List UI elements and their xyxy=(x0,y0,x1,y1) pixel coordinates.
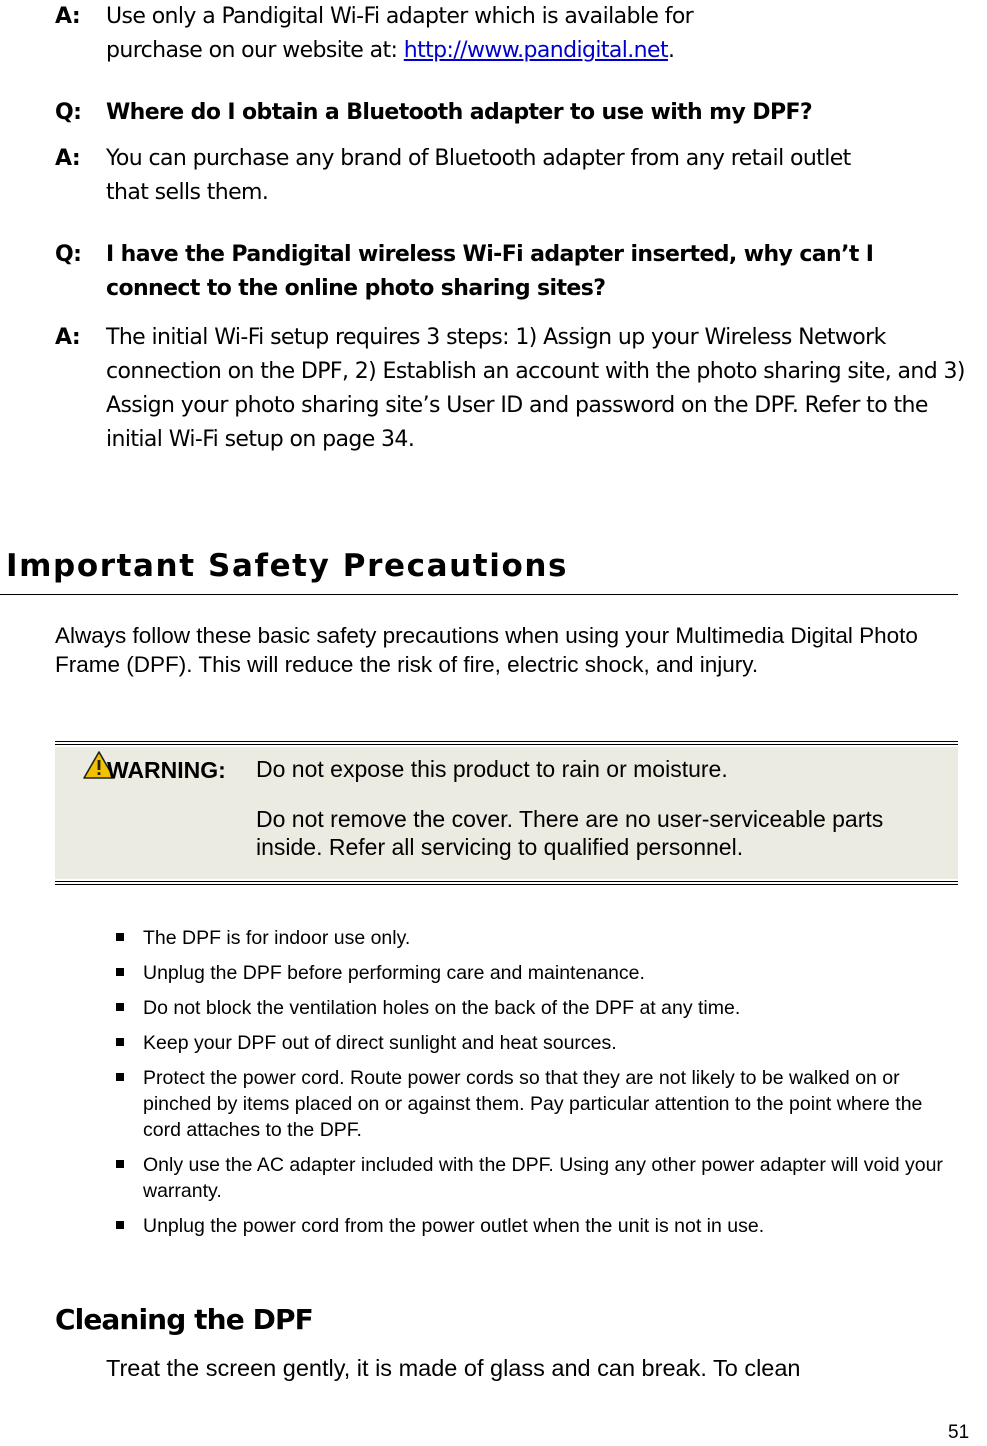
bullet-square-icon xyxy=(116,1073,124,1081)
warning-label: WARNING: xyxy=(107,757,226,783)
safety-bullet-list xyxy=(0,925,987,1248)
safety-intro: Always follow these basic safety precautions when using your Multimedia Digital Photo Frame (DPF). This will reduce the risk of fire, electric shock, and injury. xyxy=(55,623,918,677)
section-title: Important Safety Precautions xyxy=(6,548,569,584)
page-number: 51 xyxy=(948,1422,970,1443)
question-text: Where do I obtain a Bluetooth adapter to use with my DPF? xyxy=(106,100,813,125)
bullet-square-icon xyxy=(116,1221,124,1229)
bullet-square-icon xyxy=(116,1003,124,1011)
bullet-square-icon xyxy=(116,1038,124,1046)
list-item: Do not block the ventilation holes on the back of the DPF at any time. xyxy=(0,995,943,1021)
list-item: The DPF is for indoor use only. xyxy=(0,925,943,951)
bullet-square-icon xyxy=(116,968,124,976)
answer-label: A: xyxy=(55,146,81,171)
answer-label: A: xyxy=(55,325,81,350)
list-item: Unplug the power cord from the power outlet when the unit is not in use. xyxy=(0,1213,943,1239)
warning-top-border xyxy=(55,741,958,745)
warning-bottom-border xyxy=(55,881,958,885)
list-item: Unplug the DPF before performing care and maintenance. xyxy=(0,960,943,986)
list-item: Protect the power cord. Route power cords so that they are not likely to be walked on or pinched by items placed on or against them. Pay particular attention to the point where the cord attaches to the DPF. xyxy=(0,1065,943,1143)
cleaning-heading: Cleaning the DPF xyxy=(55,1303,313,1336)
warning-line: Do not remove the cover. There are no user-serviceable parts inside. Refer all servicing to qualified personnel. xyxy=(256,806,884,860)
answer-text: You can purchase any brand of Bluetooth adapter from any retail outlet that sells them. xyxy=(106,146,851,205)
question-text: I have the Pandigital wireless Wi-Fi adapter inserted, why can’t I connect to the online photo sharing sites? xyxy=(106,242,874,301)
answer-label: A: xyxy=(55,4,81,29)
warning-line: Do not expose this product to rain or moisture. xyxy=(256,756,728,782)
answer-text: The initial Wi-Fi setup requires 3 steps: 1) Assign up your Wireless Network connection on the DPF, 2) Establish an account with the photo sharing site, and 3) Assign your photo sharing site’s User ID and password on the DPF. Refer to the initial Wi-Fi setup on page 34. xyxy=(106,325,965,452)
list-item: Keep your DPF out of direct sunlight and heat sources. xyxy=(0,1030,943,1056)
question-label: Q: xyxy=(55,242,82,267)
pandigital-website-link[interactable]: http://www.pandigital.net xyxy=(403,38,668,63)
warning-text xyxy=(256,755,956,861)
question-label: Q: xyxy=(55,100,82,125)
bullet-square-icon xyxy=(116,933,124,941)
cleaning-text: Treat the screen gently, it is made of glass and can break. To clean xyxy=(106,1355,801,1381)
section-divider xyxy=(0,594,958,595)
answer-text: Use only a Pandigital Wi-Fi adapter which is available for purchase on our website at: http://www.pandigital.net. xyxy=(106,4,694,63)
warning-box xyxy=(55,741,958,885)
list-item: Only use the AC adapter included with the DPF. Using any other power adapter will void your warranty. xyxy=(0,1152,943,1204)
bullet-square-icon xyxy=(116,1160,124,1168)
